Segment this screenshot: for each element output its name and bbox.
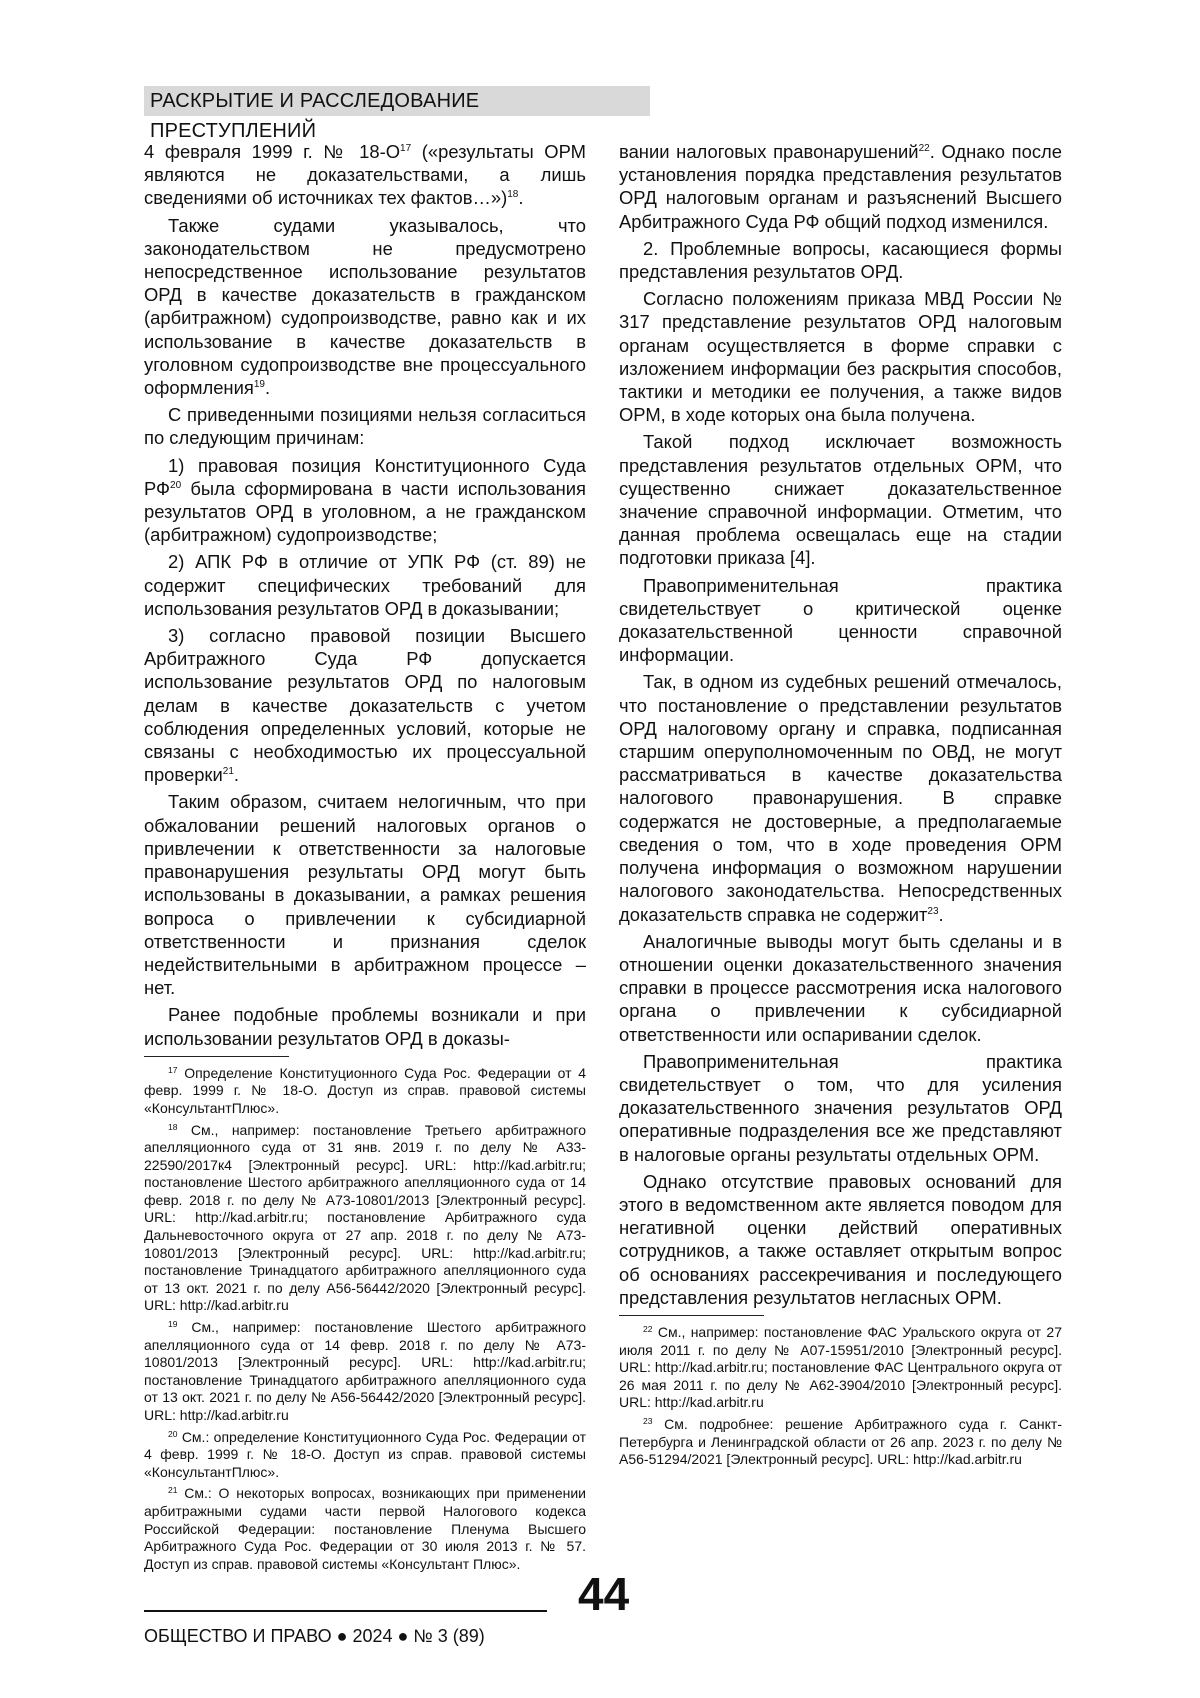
footnotes xyxy=(619,1324,1062,1469)
paragraph: Такой подход исключает возможность представления результатов отдельных ОРМ, что существенно снижает доказательственное значение справочной информации. Отметим, что данная проблема освещалась еще на стадии подготовки приказа [4]. xyxy=(619,430,1062,569)
footnote: 17 Определение Конституционного Суда Рос. Федерации от 4 февр. 1999 г. № 18-О. Доступ из справ. правовой системы «КонсультантПлюс». xyxy=(144,1065,586,1118)
list-item: 3) согласно правовой позиции Высшего Арбитражного Суда РФ допускается использование результатов ОРД по налоговым делам в качестве доказательств с учетом соблюдения определенных условий, которые не связаны с необходимостью их процессуальной проверки21. xyxy=(144,624,586,786)
paragraph: Так, в одном из судебных решений отмечалось, что постановление о представлении результатов ОРД налоговому органу и справка, подписанная старшим оперуполномоченным по ОВД, не могут рассматриваться в качестве доказательства налогового правонарушения. В справке содержатся не достоверные, а предполагаемые сведения о том, что в ходе проведения ОРМ получена информация о возможном нарушении налогового законодательства. Непосредственных доказательств справка не содержит23. xyxy=(619,670,1062,925)
footnote-ref[interactable]: 17 xyxy=(400,143,411,154)
footnote: 18 См., например: постановление Третьего арбитражного апелляционного суда от 31 янв. 2019 г. по делу № А33-22590/2017к4 [Электронный ресурс]. URL: http://kad.arbitr.ru; постановление Шестого арбитражного апелляционного суда от 14 февр. 2018 г. по делу № А73-10801/2013 [Электронный ресурс]. URL: http://kad.arbitr.ru; постановление Арбитражного суда Дальневосточного округа от 27 апр. 2018 г. по делу № А73-10801/2013 [Электронный ресурс]. URL: http://kad.arbitr.ru; постановление Тринадцатого арбитражного апелляционного суда от 13 окт. 2021 г. по делу А56-56442/2020 [Электронный ресурс]. URL: http://kad.arbitr.ru xyxy=(144,1122,586,1316)
paragraph: 4 февраля 1999 г. № 18-О17 («результаты ОРМ являются не доказательствами, а лишь сведениями об источниках тех фактов…»)18. xyxy=(144,140,586,210)
footnote-ref[interactable]: 23 xyxy=(927,906,938,917)
paragraph: вании налоговых правонарушений22. Однако после установления порядка представления результатов ОРД налоговым органам и разъяснений Высшего Арбитражного Суда РФ общий подход изменился. xyxy=(619,140,1062,233)
section-heading: 2. Проблемные вопросы, касающиеся формы представления результатов ОРД. xyxy=(619,237,1062,283)
footnote: 20 См.: определение Конституционного Суда Рос. Федерации от 4 февр. 1999 г. № 18-О. Доступ из справ. правовой системы «КонсультантПлюс». xyxy=(144,1429,586,1482)
footnote-ref[interactable]: 18 xyxy=(507,189,518,200)
page-number: 44 xyxy=(578,1567,629,1621)
footnote-divider xyxy=(144,1056,289,1057)
footer-divider xyxy=(144,1610,547,1612)
footnotes xyxy=(144,1065,586,1574)
footnote-ref[interactable]: 21 xyxy=(223,766,234,777)
footnote-ref[interactable]: 22 xyxy=(919,143,930,154)
paragraph: Аналогичные выводы могут быть сделаны и в отношении оценки доказательственного значения справки в процессе рассмотрения иска налогового органа о привлечении к субсидиарной ответственности или оспаривании сделок. xyxy=(619,930,1062,1046)
list-item: 1) правовая позиция Конституционного Суда РФ20 была сформирована в части использования результатов ОРД в уголовном, а не гражданском (арбитражном) судопроизводстве; xyxy=(144,454,586,547)
footnote-ref[interactable]: 19 xyxy=(254,379,265,390)
paragraph: Однако отсутствие правовых оснований для этого в ведомственном акте является поводом для негативной оценки действий оперативных сотрудников, а также оставляет открытым вопрос об основаниях рассекречивания и последующего представления результатов негласных ОРМ. xyxy=(619,1170,1062,1309)
paragraph: Согласно положениям приказа МВД России № 317 представление результатов ОРД налоговым органам осуществляется в форме справки с изложением информации без раскрытия способов, тактики и методики ее получения, а также видов ОРМ, в ходе которых она была получена. xyxy=(619,287,1062,426)
list-item: 2) АПК РФ в отличие от УПК РФ (ст. 89) не содержит специфических требований для использования результатов ОРД в доказывании; xyxy=(144,550,586,620)
paragraph: Правоприменительная практика свидетельствует о критической оценке доказательственной ценности справочной информации. xyxy=(619,574,1062,667)
section-header: РАСКРЫТИЕ И РАССЛЕДОВАНИЕ ПРЕСТУПЛЕНИЙ xyxy=(144,86,650,116)
footnote-ref[interactable]: 20 xyxy=(170,480,181,491)
paragraph: Таким образом, считаем нелогичным, что при обжаловании решений налоговых органов о привлечении к ответственности за налоговые правонарушения результаты ОРД могут быть использованы в доказывании, а рамках решения вопроса о привлечении к субсидиарной ответственности и признания сделок недействительными в арбитражном процессе – нет. xyxy=(144,790,586,999)
paragraph: Также судами указывалось, что законодательством не предусмотрено непосредственное использование результатов ОРД в качестве доказательств в гражданском (арбитражном) судопроизводстве, равно как и их использование в качестве доказательств в уголовном судопроизводстве вне процессуального оформления19. xyxy=(144,214,586,400)
paragraph: С приведенными позициями нельзя согласиться по следующим причинам: xyxy=(144,403,586,449)
footnote: 21 См.: О некоторых вопросах, возникающих при применении арбитражными судами части первой Налогового кодекса Российской Федерации: постановление Пленума Высшего Арбитражного Суда Рос. Федерации от 30 июля 2013 г. № 57. Доступ из справ. правовой системы «Консультант Плюс». xyxy=(144,1485,586,1573)
footnote: 22 См., например: постановление ФАС Уральского округа от 27 июля 2011 г. по делу № А07-15951/2010 [Электронный ресурс]. URL: http://kad.arbitr.ru; постановление ФАС Центрального округа от 26 мая 2011 г. по делу № А62-3904/2010 [Электронный ресурс]. URL: http://kad.arbitr.ru xyxy=(619,1324,1062,1412)
footnote: 23 См. подробнее: решение Арбитражного суда г. Санкт-Петербурга и Ленинградской области от 26 апр. 2023 г. по делу № А56-51294/2021 [Электронный ресурс]. URL: http://kad.arbitr.ru xyxy=(619,1416,1062,1469)
right-column xyxy=(619,140,1062,1473)
journal-footer: ОБЩЕСТВО И ПРАВО ● 2024 ● № 3 (89) xyxy=(144,1626,485,1647)
footnote: 19 См., например: постановление Шестого арбитражного апелляционного суда от 14 февр. 2018 г. по делу № А73-10801/2013 [Электронный ресурс]. URL: http://kad.arbitr.ru; постановление Тринадцатого арбитражного апелляционного суда от 13 окт. 2021 г. по делу № А56-56442/2020 [Электронный ресурс]. URL: http://kad.arbitr.ru xyxy=(144,1319,586,1425)
paragraph: Ранее подобные проблемы возникали и при использовании результатов ОРД в доказы- xyxy=(144,1003,586,1049)
footnote-divider xyxy=(619,1315,764,1316)
paragraph: Правоприменительная практика свидетельствует о том, что для усиления доказательственного значения результатов ОРД оперативные подразделения все же представляют в налоговые органы результаты отдельных ОРМ. xyxy=(619,1050,1062,1166)
left-column xyxy=(144,140,586,1577)
